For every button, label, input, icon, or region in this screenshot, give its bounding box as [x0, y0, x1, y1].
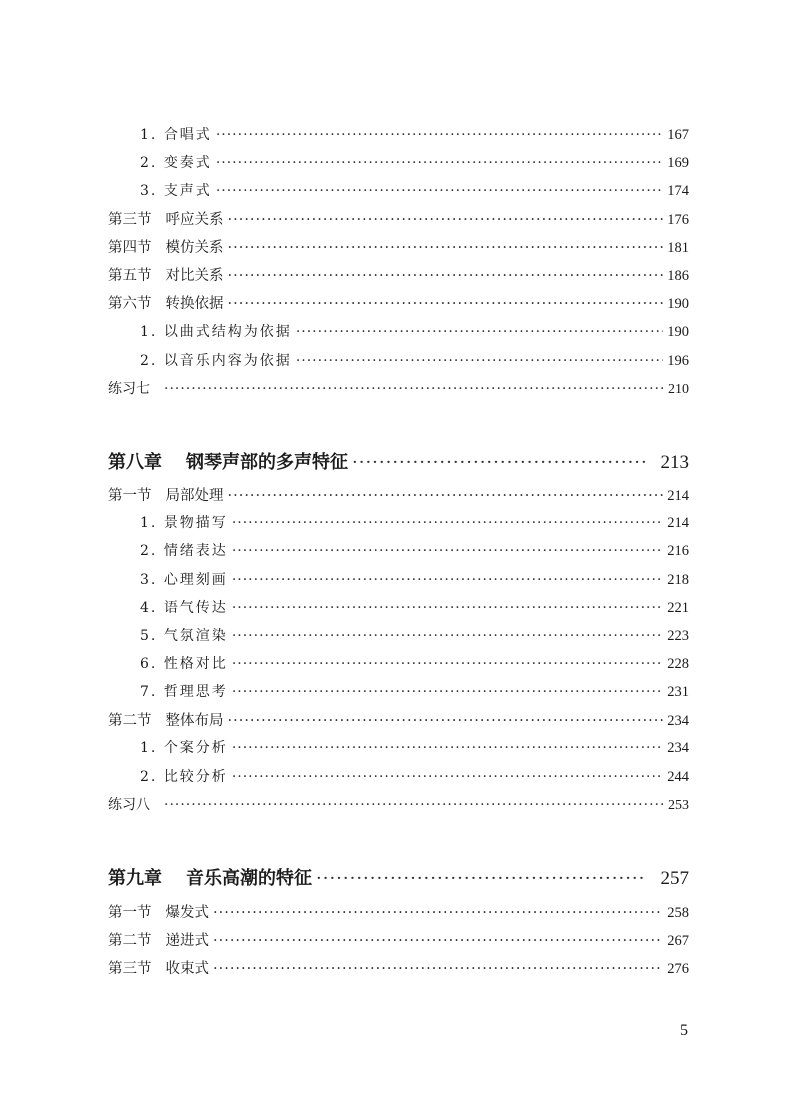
entry-page: 174	[667, 183, 689, 199]
entry-page: 231	[667, 684, 689, 700]
leader-dots	[352, 452, 645, 473]
toc-entry[interactable]	[140, 540, 689, 560]
entry-number: 1.	[140, 127, 158, 143]
entry-title: 以曲式结构为依据	[163, 324, 292, 340]
entry-page: 223	[667, 628, 689, 644]
entry-page: 167	[667, 127, 689, 143]
chapter-title: 音乐高潮的特征	[186, 868, 312, 889]
entry-page: 210	[668, 382, 689, 397]
toc-entry[interactable]	[140, 350, 689, 370]
toc-entry[interactable]	[140, 597, 689, 617]
section-title: 呼应关系	[165, 212, 224, 228]
toc-entry[interactable]	[140, 124, 689, 144]
entry-number: 3.	[140, 183, 158, 199]
entry-title: 景物描写	[163, 515, 228, 531]
leader-dots	[296, 353, 663, 369]
section-number: 第一节	[108, 488, 152, 504]
entry-page: 181	[667, 240, 689, 256]
entry-page: 258	[667, 905, 689, 921]
exercise-title: 练习七	[108, 381, 150, 397]
entry-title: 支声式	[163, 183, 212, 199]
section-number: 第二节	[108, 713, 152, 729]
leader-dots	[228, 212, 664, 228]
section-number: 第六节	[108, 296, 152, 312]
toc-section[interactable]	[108, 901, 689, 922]
entry-page: 216	[667, 543, 689, 559]
entry-page: 214	[667, 488, 689, 504]
entry-title: 合唱式	[163, 127, 212, 143]
leader-dots	[213, 961, 663, 977]
leader-dots	[228, 488, 664, 504]
section-number: 第二节	[108, 933, 152, 949]
entry-page: 176	[667, 212, 689, 228]
toc-section[interactable]	[108, 292, 689, 313]
leader-dots	[232, 656, 663, 672]
leader-dots	[216, 127, 663, 143]
entry-page: 190	[667, 324, 689, 340]
entry-page: 267	[667, 933, 689, 949]
leader-dots	[232, 628, 663, 644]
leader-dots	[232, 600, 663, 616]
section-title: 对比关系	[165, 268, 224, 284]
entry-page: 276	[667, 961, 689, 977]
leader-dots	[228, 713, 664, 729]
leader-dots	[232, 740, 663, 756]
section-number: 第一节	[108, 905, 152, 921]
toc-entry[interactable]	[140, 152, 689, 172]
entry-title: 个案分析	[163, 740, 228, 756]
entry-number: 5.	[140, 628, 158, 644]
entry-number: 2.	[140, 353, 158, 369]
leader-dots	[216, 183, 663, 199]
entry-page: 214	[667, 515, 689, 531]
entry-title: 语气传达	[163, 600, 228, 616]
leader-dots	[232, 515, 663, 531]
entry-title: 情绪表达	[163, 543, 228, 559]
entry-number: 7.	[140, 684, 158, 700]
chapter-number: 第九章	[108, 868, 162, 889]
entry-title: 以音乐内容为依据	[163, 353, 292, 369]
entry-title: 哲理思考	[163, 684, 228, 700]
section-number: 第五节	[108, 268, 152, 284]
entry-title: 性格对比	[163, 656, 228, 672]
toc-chapter[interactable]	[108, 448, 689, 474]
exercise-title: 练习八	[108, 797, 150, 813]
entry-page: 244	[667, 769, 689, 785]
entry-page: 196	[667, 353, 689, 369]
toc-section[interactable]	[108, 264, 689, 285]
section-title: 收束式	[165, 961, 209, 977]
leader-dots	[228, 268, 664, 284]
entry-title: 比较分析	[163, 769, 228, 785]
leader-dots	[232, 543, 663, 559]
chapter-number: 第八章	[108, 452, 162, 473]
toc-chapter[interactable]	[108, 864, 689, 890]
entry-number: 2.	[140, 155, 158, 171]
toc-section[interactable]	[108, 484, 689, 505]
entry-page: 213	[660, 452, 689, 473]
leader-dots	[296, 324, 663, 340]
toc-section[interactable]	[108, 208, 689, 229]
entry-number: 3.	[140, 572, 158, 588]
toc-entry[interactable]	[140, 766, 689, 786]
toc-entry[interactable]	[140, 512, 689, 532]
entry-page: 186	[667, 268, 689, 284]
entry-number: 1.	[140, 740, 158, 756]
page-number: 5	[680, 1022, 688, 1039]
section-title: 转换依据	[165, 296, 224, 312]
entry-number: 2.	[140, 543, 158, 559]
toc-entry[interactable]	[140, 569, 689, 589]
toc-section[interactable]	[108, 957, 689, 978]
leader-dots	[228, 296, 664, 312]
section-number: 第三节	[108, 212, 152, 228]
section-number: 第四节	[108, 240, 152, 256]
section-number: 第三节	[108, 961, 152, 977]
leader-dots	[316, 868, 645, 889]
entry-page: 228	[667, 656, 689, 672]
section-title: 递进式	[165, 933, 209, 949]
toc-section[interactable]	[108, 236, 689, 257]
section-title: 整体布局	[165, 713, 224, 729]
leader-dots	[232, 684, 663, 700]
leader-dots	[228, 240, 664, 256]
entry-number: 1.	[140, 324, 158, 340]
toc-exercise[interactable]	[108, 794, 689, 814]
toc-entry[interactable]	[140, 625, 689, 645]
entry-number: 1.	[140, 515, 158, 531]
section-title: 爆发式	[165, 905, 209, 921]
leader-dots	[213, 933, 663, 949]
toc-entry[interactable]	[140, 180, 689, 200]
entry-page: 169	[667, 155, 689, 171]
entry-number: 4.	[140, 600, 158, 616]
entry-page: 221	[667, 600, 689, 616]
toc-section[interactable]	[108, 709, 689, 730]
entry-title: 心理刻画	[163, 572, 228, 588]
entry-page: 218	[667, 572, 689, 588]
leader-dots	[164, 381, 664, 397]
entry-page: 253	[668, 798, 689, 813]
leader-dots	[216, 155, 663, 171]
toc-entry[interactable]	[140, 681, 689, 701]
chapter-title: 钢琴声部的多声特征	[186, 452, 348, 473]
toc-entry[interactable]	[140, 653, 689, 673]
toc-exercise[interactable]	[108, 378, 689, 398]
entry-number: 2.	[140, 769, 158, 785]
leader-dots	[232, 572, 663, 588]
toc-entry[interactable]	[140, 737, 689, 757]
leader-dots	[164, 797, 664, 813]
toc-section[interactable]	[108, 929, 689, 950]
leader-dots	[232, 769, 663, 785]
entry-title: 气氛渲染	[163, 628, 228, 644]
toc-entry[interactable]	[140, 321, 689, 341]
section-title: 模仿关系	[165, 240, 224, 256]
entry-page: 234	[667, 713, 689, 729]
entry-page: 234	[667, 740, 689, 756]
entry-number: 6.	[140, 656, 158, 672]
leader-dots	[213, 905, 663, 921]
entry-title: 变奏式	[163, 155, 212, 171]
entry-page: 190	[667, 296, 689, 312]
section-title: 局部处理	[165, 488, 224, 504]
entry-page: 257	[660, 868, 689, 889]
